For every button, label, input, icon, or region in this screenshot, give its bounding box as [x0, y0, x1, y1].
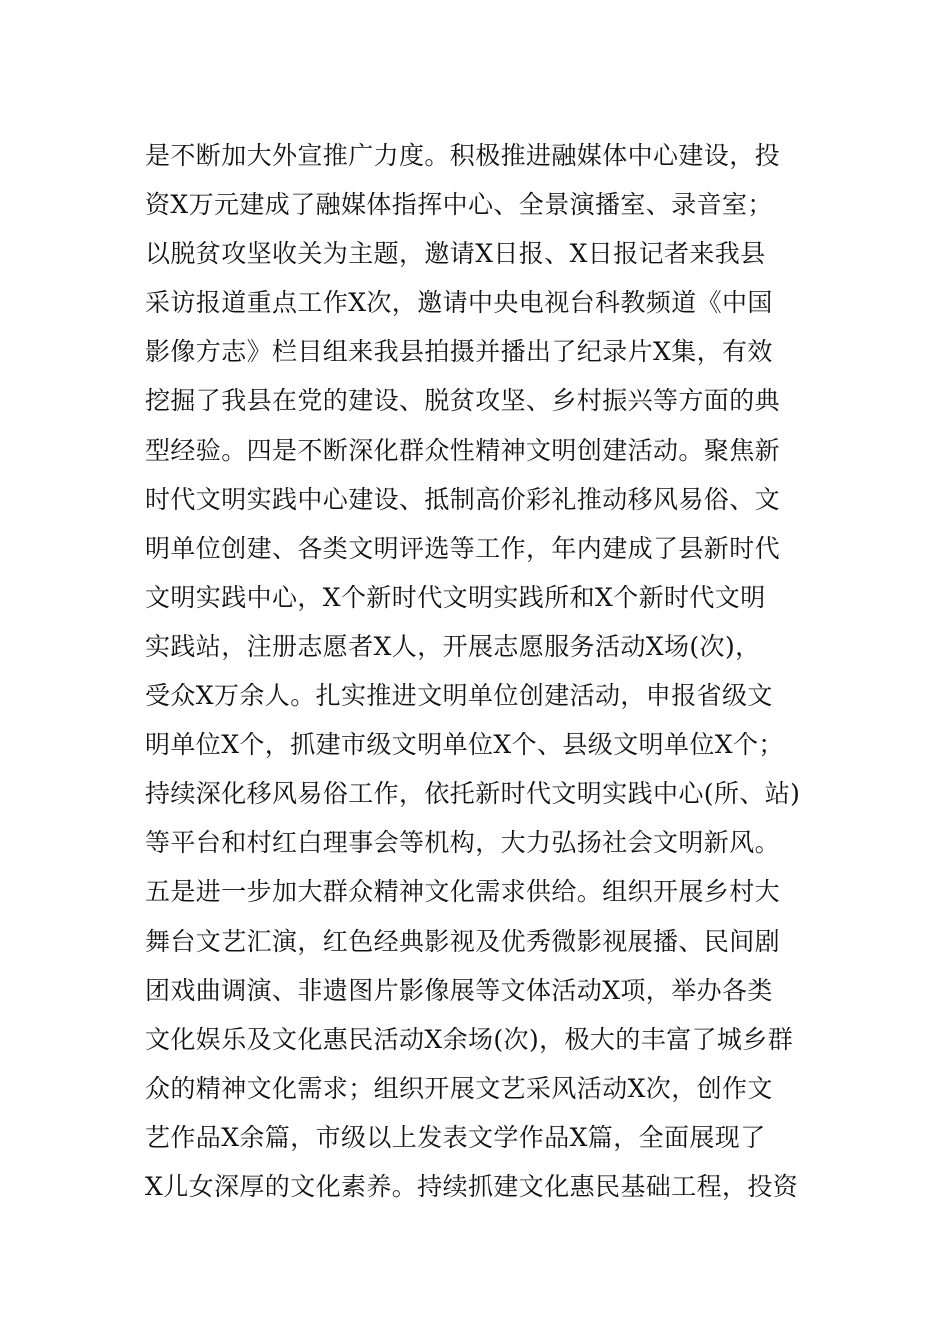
text-line: X儿女深厚的文化素养。持续抓建文化惠民基础工程，投资 — [145, 1171, 799, 1201]
text-line: 资X万元建成了融媒体指挥中心、全景演播室、录音室； — [145, 190, 773, 220]
text-line: 众的精神文化需求；组织开展文艺采风活动X次，创作文 — [145, 1073, 773, 1103]
text-line: 文化娱乐及文化惠民活动X余场(次)，极大的丰富了城乡群 — [145, 1024, 794, 1054]
text-line: 团戏曲调演、非遗图片影像展等文体活动X项，举办各类 — [145, 975, 773, 1005]
text-line: 采访报道重点工作X次，邀请中央电视台科教频道《中国 — [145, 288, 773, 318]
text-line: 等平台和村红白理事会等机构，大力弘扬社会文明新风。 — [145, 828, 781, 858]
text-line: 是不断加大外宣推广力度。积极推进融媒体中心建设，投 — [145, 141, 781, 170]
text-line: 持续深化移风易俗工作，依托新时代文明实践中心(所、站) — [145, 779, 801, 809]
text-line: 实践站，注册志愿者X人，开展志愿服务活动X场(次)， — [145, 631, 761, 661]
text-line: 明单位创建、各类文明评选等工作，年内建成了县新时代 — [145, 533, 781, 563]
text-line: 艺作品X余篇，市级以上发表文学作品X篇，全面展现了 — [145, 1122, 766, 1152]
text-line: 舞台文艺汇演，红色经典影视及优秀微影视展播、民间剧 — [145, 926, 781, 956]
text-line: 时代文明实践中心建设、抵制高价彩礼推动移风易俗、文 — [145, 484, 781, 514]
text-line: 受众X万余人。扎实推进文明单位创建活动，申报省级文 — [145, 681, 773, 711]
text-line: 以脱贫攻坚收关为主题，邀请X日报、X日报记者来我县 — [145, 239, 766, 269]
body-text — [145, 131, 835, 1211]
text-line: 型经验。四是不断深化群众性精神文明创建活动。聚焦新 — [145, 435, 781, 465]
text-line: 挖掘了我县在党的建设、脱贫攻坚、乡村振兴等方面的典 — [145, 386, 781, 416]
text-line: 明单位X个，抓建市级文明单位X个、县级文明单位X个； — [145, 730, 784, 760]
text-line: 五是进一步加大群众精神文化需求供给。组织开展乡村大 — [145, 877, 781, 907]
text-line: 影像方志》栏目组来我县拍摄并播出了纪录片X集，有效 — [145, 337, 773, 367]
text-line: 文明实践中心，X个新时代文明实践所和X个新时代文明 — [145, 582, 766, 612]
